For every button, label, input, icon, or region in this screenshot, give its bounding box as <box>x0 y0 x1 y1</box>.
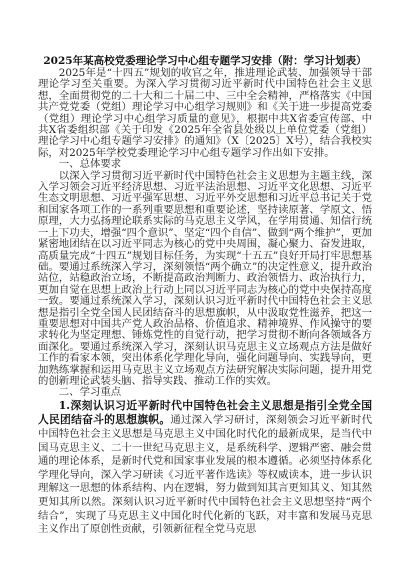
document-body <box>38 54 372 537</box>
general-requirements-paragraph: 以深入学习贯彻习近平新时代中国特色社会主义思想为主题主线，深入学习领会习近平经济思想、习近平法治思想、习近平文化思想、习近平生态文明思想、习近平强军思想、习近平外交思想和习近平总书记关于党和国家各项工作的一系列重要思想和重要论述，坚持读原著、学原文、悟原理，大力弘扬理论联系实际的马克思主义学风，在学用贯通、知信行统一上下功夫，增强“四个意识”、坚定“四个自信”、做到“两个维护”，更加紧密地团结在以习近平同志为核心的党中央周围，凝心聚力、奋发进取，高质量完成“十四五”规划目标任务，为实现“十五五”良好开局打牢思想基础。要通过系统深入学习，深刻领悟“两个确立”的决定性意义，提升政治站位，站稳政治立场，不断提高政治判断力、政治领悟力、政治执行力，更加自觉在思想上政治上行动上同以习近平同志为核心的党中央保持高度一致。要通过系统深入学习，深刻认识习近平新时代中国特色社会主义思想是指引全党全国人民团结奋斗的思想旗帜，从中汲取党性滋养，把这一重要思想对中国共产党人政治品格、价值追求、精神境界、作风操守的要求转化为坚定理想、锤炼党性的自觉行动，把学习贯彻不断向各领域各方面深化。要通过系统深入学习，深刻认识马克思主义立场观点方法是做好工作的看家本领，突出体系化学理化导向，强化问题导向、实践导向，更加熟练掌握和运用马克思主义立场观点方法研究解决实际问题，提升用党的创新理论武装头脑、指导实践、推动工作的实效。 <box>38 169 372 387</box>
page-title: 2025年某高校党委理论学习中心组专题学习安排（附：学习计划表） <box>43 55 367 67</box>
key-point-1-heading: 1.深刻认识习近平新时代中国特色社会主义思想是指引全党全国人民团结奋斗的思想旗帜。 <box>38 398 372 427</box>
section-heading-general-requirements: 一、总体要求 <box>58 158 122 171</box>
key-point-item-1 <box>38 399 372 537</box>
section-heading-key-points: 二、学习重点 <box>58 386 122 399</box>
intro-paragraph: 2025年是“十四五”规划的收官之年，推进理论武装、加强领导干部理论学习至关重要。为深入学习贯彻习近平新时代中国特色社会主义思想，全面贯彻党的二十大和二十届二中、三中全会精神，严格落实《中国共产党党委（党组）理论学习中心组学习规则》和《关于进一步提高党委（党组）理论学习中心组学习质量的意见》，根据中共X省委宣传部、中共X省委组织部《关于印发《2025年全省县处级以上单位党委（党组）理论学习中心组专题学习安排》的通知》（X〔2025〕X号），结合我校实际，对2025年学校党委理论学习中心组专题学习作出如下安排。 <box>38 67 372 159</box>
key-point-1-body: 通过深入学习研讨，深刻领会习近平新时代中国特色社会主义思想是马克思主义中国化时代化的最新成果，是当代中国马克思主义、二十一世纪马克思主义，是系统科学、逻辑严密、融会贯通的理论体系，是新时代党和国家事业发展的根本遵循。必须坚持体系化学理化导向，深入学习研读《习近平著作选读》等权威读本，进一步认识理解这一思想的体系结构、内在逻辑，努力做到知其言更知其义、知其然更知其所以然。深刻认识习近平新时代中国特色社会主义思想坚持“两个结合”，实现了马克思主义中国化时代化新的飞跃，对丰富和发展马克思主义作出了原创性贡献，引领新征程全党马克思 <box>38 414 373 536</box>
